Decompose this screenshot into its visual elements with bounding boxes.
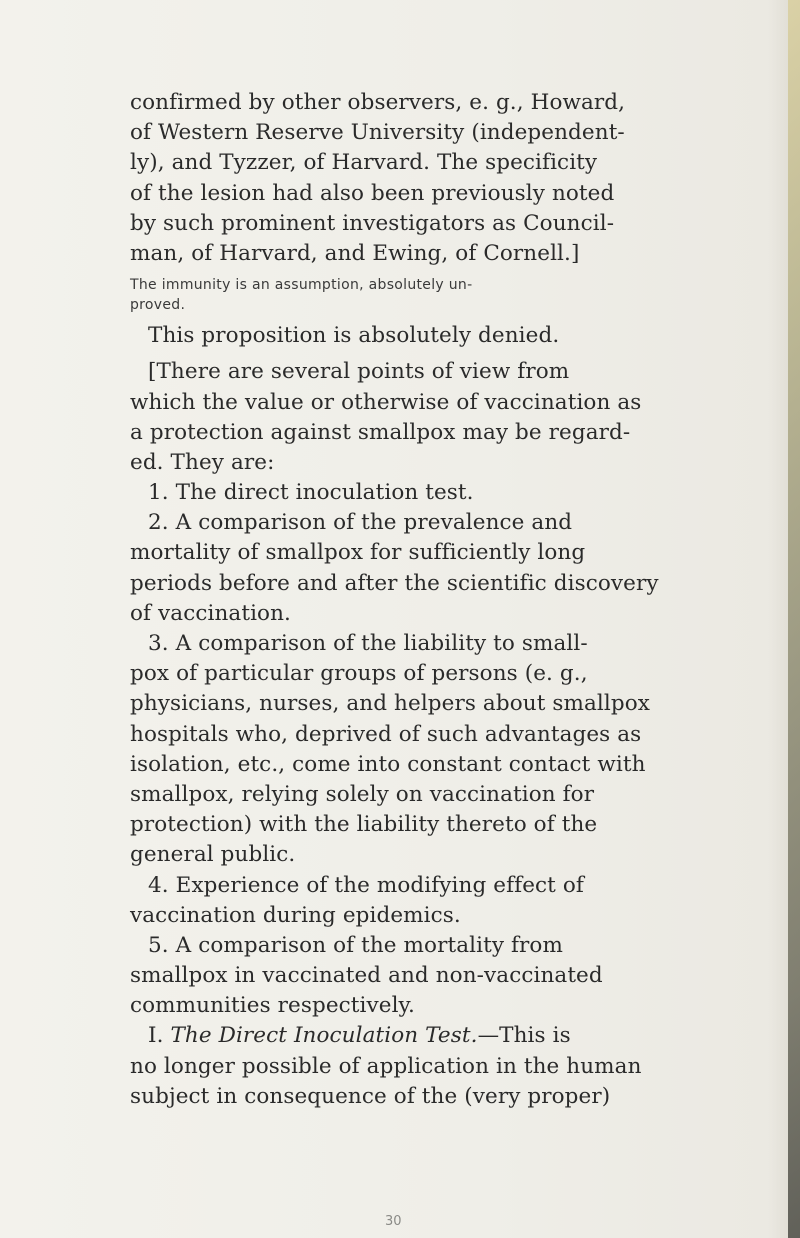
text-line: 5. A comparison of the mortality from: [148, 932, 563, 958]
text-line: vaccination during epidemics.: [130, 902, 461, 928]
section-heading-line: [130, 1021, 660, 1051]
page-number: 30: [385, 1214, 402, 1229]
text-line: of vaccination.: [130, 600, 291, 626]
text-line: isolation, etc., come into constant contact with: [130, 751, 646, 777]
text-line: physicians, nurses, and helpers about smallpox: [130, 691, 650, 717]
page-edge: [788, 0, 800, 1238]
text-line: hospitals who, deprived of such advantages as: [130, 721, 642, 747]
text-line: by such prominent investigators as Council-: [130, 210, 615, 236]
text-line: mortality of smallpox for sufficiently long: [130, 540, 586, 566]
text-line: protection) with the liability thereto of the: [130, 812, 598, 838]
text-line: of Western Reserve University (independent-: [130, 120, 625, 146]
text-line: ed. They are:: [130, 449, 275, 475]
claim-line: proved.: [130, 297, 186, 314]
text-line: smallpox, relying solely on vaccination for: [130, 781, 595, 807]
section-title: The Direct Inoculation Test.: [170, 1023, 478, 1049]
text-line: 4. Experience of the modifying effect of: [148, 872, 584, 898]
text-line: general public.: [130, 842, 296, 868]
text-line: smallpox in vaccinated and non-vaccinated: [130, 963, 603, 989]
point-1: 1. The direct inoculation test.: [148, 480, 474, 506]
text-line: [There are several points of view from: [148, 359, 570, 385]
text-line: periods before and after the scientific discovery: [130, 570, 659, 596]
text-line: a protection against smallpox may be regard-: [130, 419, 631, 445]
denial-line: This proposition is absolutely denied.: [148, 323, 560, 349]
text-line: subject in consequence of the (very proper): [130, 1083, 611, 1109]
text-line: confirmed by other observers, e. g., Howard,: [130, 90, 626, 115]
page-text: [130, 88, 660, 1112]
claim-line: The immunity is an assumption, absolutely un-: [130, 277, 473, 294]
section-continuation: —This is: [477, 1023, 571, 1049]
text-line: communities respectively.: [130, 993, 415, 1019]
text-line: man, of Harvard, and Ewing, of Cornell.]: [130, 240, 580, 266]
text-line: pox of particular groups of persons (e. g.,: [130, 661, 588, 687]
text-line: which the value or otherwise of vaccination as: [130, 389, 642, 415]
text-line: of the lesion had also been previously noted: [130, 180, 615, 206]
text-line: ly), and Tyzzer, of Harvard. The specificity: [130, 150, 598, 176]
text-line: 3. A comparison of the liability to small-: [148, 631, 588, 656]
text-line: no longer possible of application in the human: [130, 1053, 642, 1079]
section-number: I.: [148, 1023, 171, 1049]
text-line: 2. A comparison of the prevalence and: [148, 510, 573, 536]
